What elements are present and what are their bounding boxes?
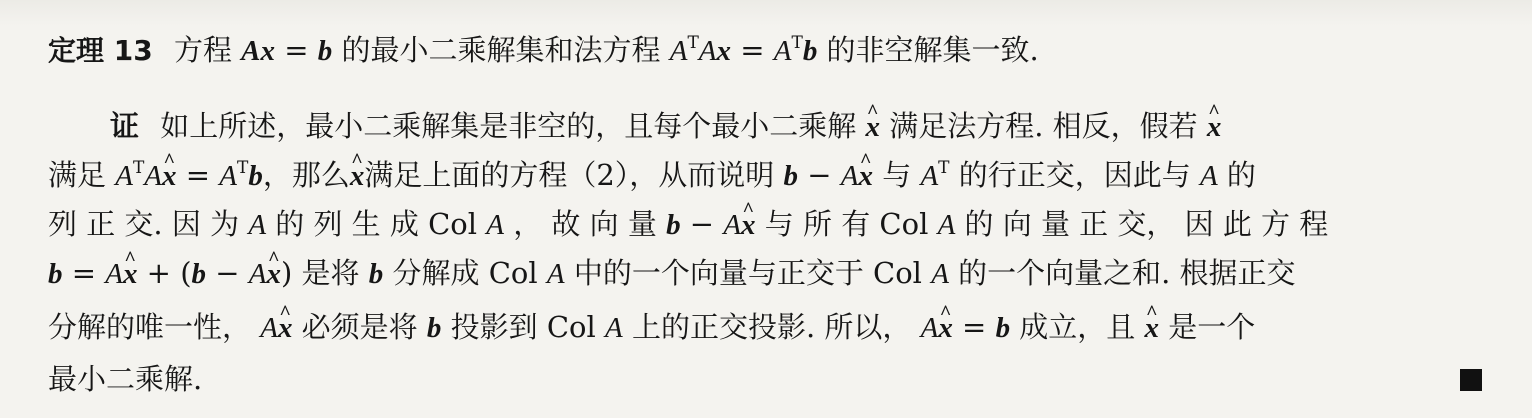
proof-line-3: 列 正 交. 因 为 A 的 列 生 成 Col A ， 故 向 量 b − Ax ^ 与 所 有 Col A 的 向 量 正 交， 因 此 方 程 xyxy=(48,206,1328,243)
proof-label: 证 xyxy=(110,109,140,143)
proof-line-5: 分解的唯一性， Ax ^ 必须是将 b 投影到 Col A 上的正交投影. 所以， Ax ^ = b 成立，且 x ^ 是一个 xyxy=(48,309,1255,346)
proof-line-6: 最小二乘解. xyxy=(48,362,203,396)
proof-line-2: 满足 $A^TAx$ ^ = $A^Tb$，那么x ^满足上面的方程（2），从而说明 b − Ax ^ 与 $A^T$ 的行正交，因此与 A 的 xyxy=(48,157,1256,194)
theorem-13: 定理 13 方程 Ax = b 的最小二乘解集和法方程 $A^TAx = A^Tb$ 的非空解集一致. xyxy=(48,33,1039,67)
proof-line-4: b = Ax ^ + (b − Ax ^) 是将 b 分解成 Col A 中的一个向量与正交于 Col A 的一个向量之和. 根据正交 xyxy=(48,255,1296,292)
qed-square xyxy=(1460,369,1482,391)
proof-line-1: 证 如上所述，最小二乘解集是非空的，且每个最小二乘解 x ^ 满足法方程. 相反，假若 x ^ xyxy=(110,108,1221,145)
previous-page-bleed xyxy=(0,0,1532,26)
theorem-label: 定理 13 xyxy=(48,34,153,67)
